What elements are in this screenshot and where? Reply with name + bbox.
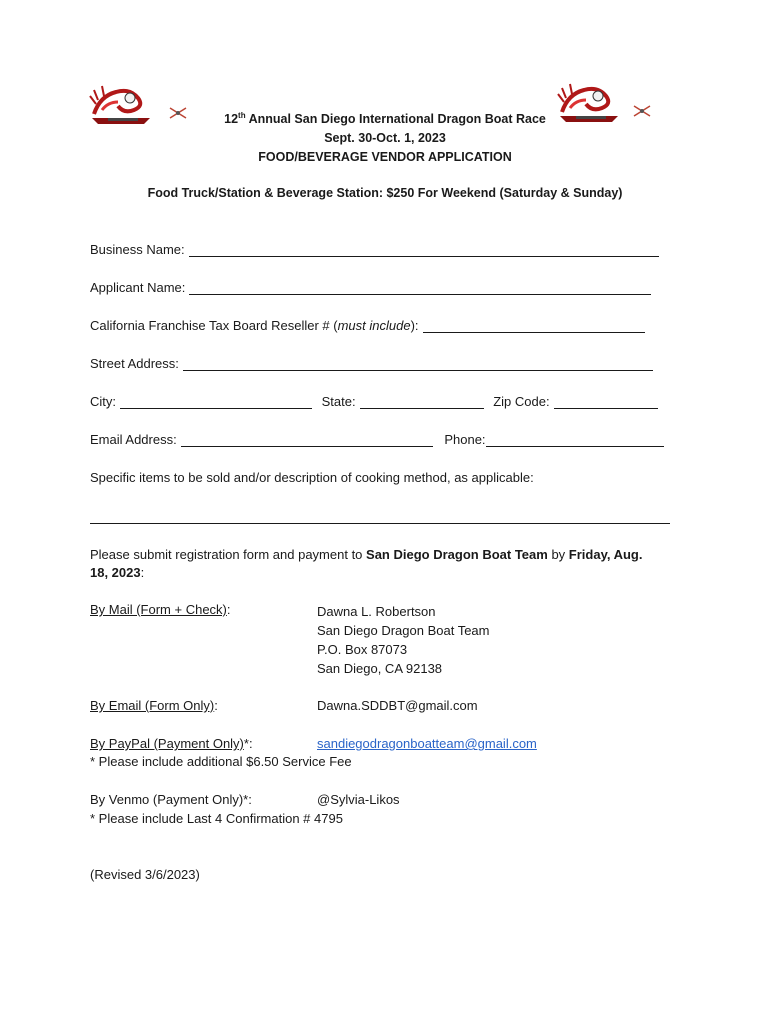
form-name: FOOD/BEVERAGE VENDOR APPLICATION <box>258 150 512 164</box>
by-venmo-label: By Venmo (Payment Only)*: <box>90 792 252 807</box>
street-address-line[interactable] <box>183 356 653 371</box>
submit-instructions: Please submit registration form and payment to San Diego Dragon Boat Team by Friday, Aug. 18, 2023: <box>90 547 643 580</box>
applicant-name-label: Applicant Name: <box>90 280 186 295</box>
email-value: Dawna.SDDBT@gmail.com <box>317 698 478 713</box>
items-description-line[interactable] <box>90 523 670 524</box>
email-address-label: Email Address: <box>90 432 177 447</box>
document-title <box>150 110 620 167</box>
zip-code-label: Zip Code: <box>493 394 550 409</box>
applicant-name-line[interactable] <box>189 280 651 295</box>
paypal-email-link[interactable]: sandiegodragonboatteam@gmail.com <box>317 736 537 751</box>
applicant-name-field[interactable] <box>90 280 651 298</box>
business-name-line[interactable] <box>189 242 659 257</box>
venmo-note: * Please include Last 4 Confirmation # 4795 <box>90 811 343 826</box>
mail-address-line-2: San Diego Dragon Boat Team <box>317 623 490 638</box>
by-mail-label: By Mail (Form + Check): <box>90 602 231 617</box>
state-line[interactable] <box>360 394 484 409</box>
business-name-field[interactable] <box>90 242 659 260</box>
venmo-handle: @Sylvia-Likos <box>317 792 400 807</box>
zip-code-line[interactable] <box>554 394 658 409</box>
fee-line: Food Truck/Station & Beverage Station: $250 For Weekend (Saturday & Sunday) <box>147 186 623 200</box>
business-name-label: Business Name: <box>90 242 185 257</box>
right-crossed-paddles-icon <box>632 104 652 118</box>
tax-reseller-line[interactable] <box>423 318 645 333</box>
city-state-zip-field[interactable] <box>90 394 658 412</box>
by-email-label: By Email (Form Only): <box>90 698 218 713</box>
event-title: 12th Annual San Diego International Dragon Boat Race <box>224 110 546 126</box>
tax-reseller-field[interactable] <box>90 318 645 336</box>
phone-label: Phone: <box>444 432 486 447</box>
street-address-field[interactable] <box>90 356 653 374</box>
phone-line[interactable] <box>486 432 664 447</box>
mail-address-line-1: Dawna L. Robertson <box>317 604 436 619</box>
city-line[interactable] <box>120 394 312 409</box>
by-paypal-label: By PayPal (Payment Only)*: <box>90 736 253 751</box>
mail-address-line-3: P.O. Box 87073 <box>317 642 408 657</box>
items-description-label: Specific items to be sold and/or description of cooking method, as applicable: <box>90 470 534 485</box>
city-label: City: <box>90 394 116 409</box>
left-dragon-boat-logo <box>88 84 154 128</box>
email-address-line[interactable] <box>181 432 433 447</box>
state-label: State: <box>321 394 356 409</box>
mail-address-line-4: San Diego, CA 92138 <box>317 661 443 676</box>
paypal-note: * Please include additional $6.50 Service Fee <box>90 754 352 769</box>
event-dates: Sept. 30-Oct. 1, 2023 <box>324 131 446 145</box>
mail-address <box>317 602 489 678</box>
email-phone-field[interactable] <box>90 432 664 450</box>
street-address-label: Street Address: <box>90 356 179 371</box>
tax-reseller-label: California Franchise Tax Board Reseller # (must include): <box>90 318 419 333</box>
revision-date: (Revised 3/6/2023) <box>90 867 200 882</box>
